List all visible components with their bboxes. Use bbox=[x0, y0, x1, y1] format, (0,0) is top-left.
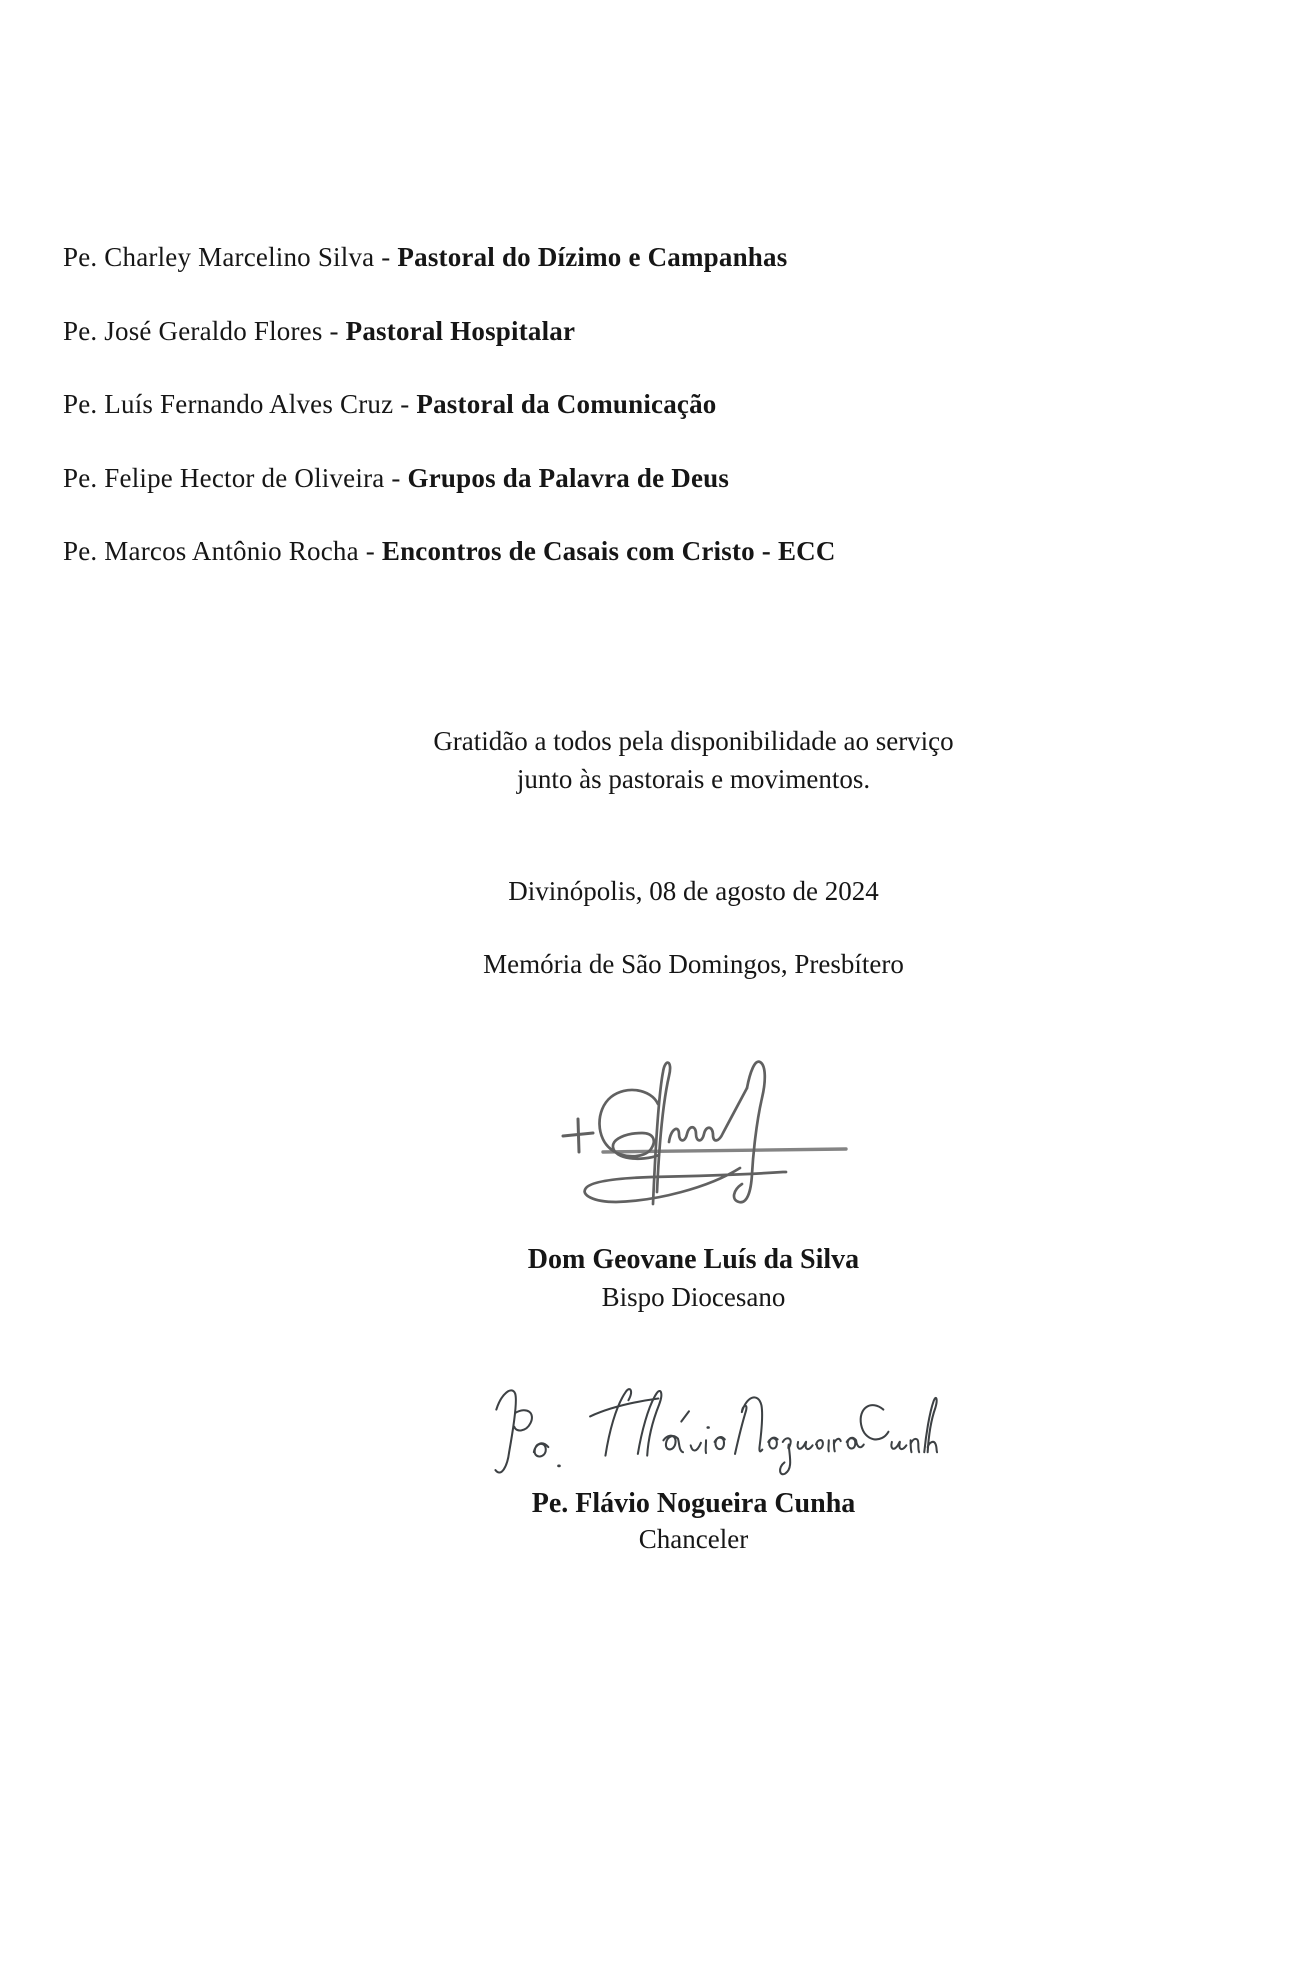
dateline: Divinópolis, 08 de agosto de 2024 bbox=[508, 876, 879, 906]
bishop-title: Bispo Diocesano bbox=[601, 1282, 786, 1312]
gratitude-text bbox=[36, 722, 1315, 798]
assignment-line bbox=[63, 515, 836, 589]
chancellor-signature-icon bbox=[486, 1384, 938, 1488]
ministry-name: Pastoral da Comunicação bbox=[416, 389, 717, 419]
memorial-line: Memória de São Domingos, Presbítero bbox=[483, 949, 904, 979]
priest-name: Pe. Felipe Hector de Oliveira bbox=[63, 462, 385, 493]
priest-name: Pe. Marcos Antônio Rocha bbox=[63, 536, 359, 566]
ministry-name: Grupos da Palavra de Deus bbox=[407, 462, 730, 493]
separator: - bbox=[322, 315, 346, 346]
ministry-name: Pastoral do Dízimo e Campanhas bbox=[397, 242, 788, 272]
gratitude-line-2: junto às pastorais e movimentos. bbox=[516, 764, 871, 794]
bishop-signature-icon bbox=[556, 1046, 856, 1208]
assignment-line bbox=[63, 368, 836, 442]
priest-name: Pe. José Geraldo Flores bbox=[63, 315, 323, 346]
chancellor-title: Chanceler bbox=[638, 1524, 749, 1554]
priest-name: Pe. Charley Marcelino Silva bbox=[63, 242, 375, 272]
separator: - bbox=[384, 462, 408, 493]
assignment-line bbox=[63, 295, 836, 369]
priest-name: Pe. Luís Fernando Alves Cruz bbox=[63, 389, 394, 419]
ministry-name: Encontros de Casais com Cristo - ECC bbox=[381, 536, 836, 566]
gratitude-line-1: Gratidão a todos pela disponibilidade ao serviço bbox=[433, 726, 954, 756]
separator: - bbox=[374, 242, 398, 272]
assignment-line bbox=[63, 442, 836, 516]
chancellor-name: Pe. Flávio Nogueira Cunha bbox=[531, 1488, 856, 1519]
assignment-list bbox=[63, 221, 836, 589]
bishop-name: Dom Geovane Luís da Silva bbox=[527, 1244, 860, 1275]
separator: - bbox=[358, 536, 382, 566]
separator: - bbox=[393, 389, 417, 419]
ministry-name: Pastoral Hospitalar bbox=[345, 315, 576, 346]
assignment-line bbox=[63, 221, 836, 295]
